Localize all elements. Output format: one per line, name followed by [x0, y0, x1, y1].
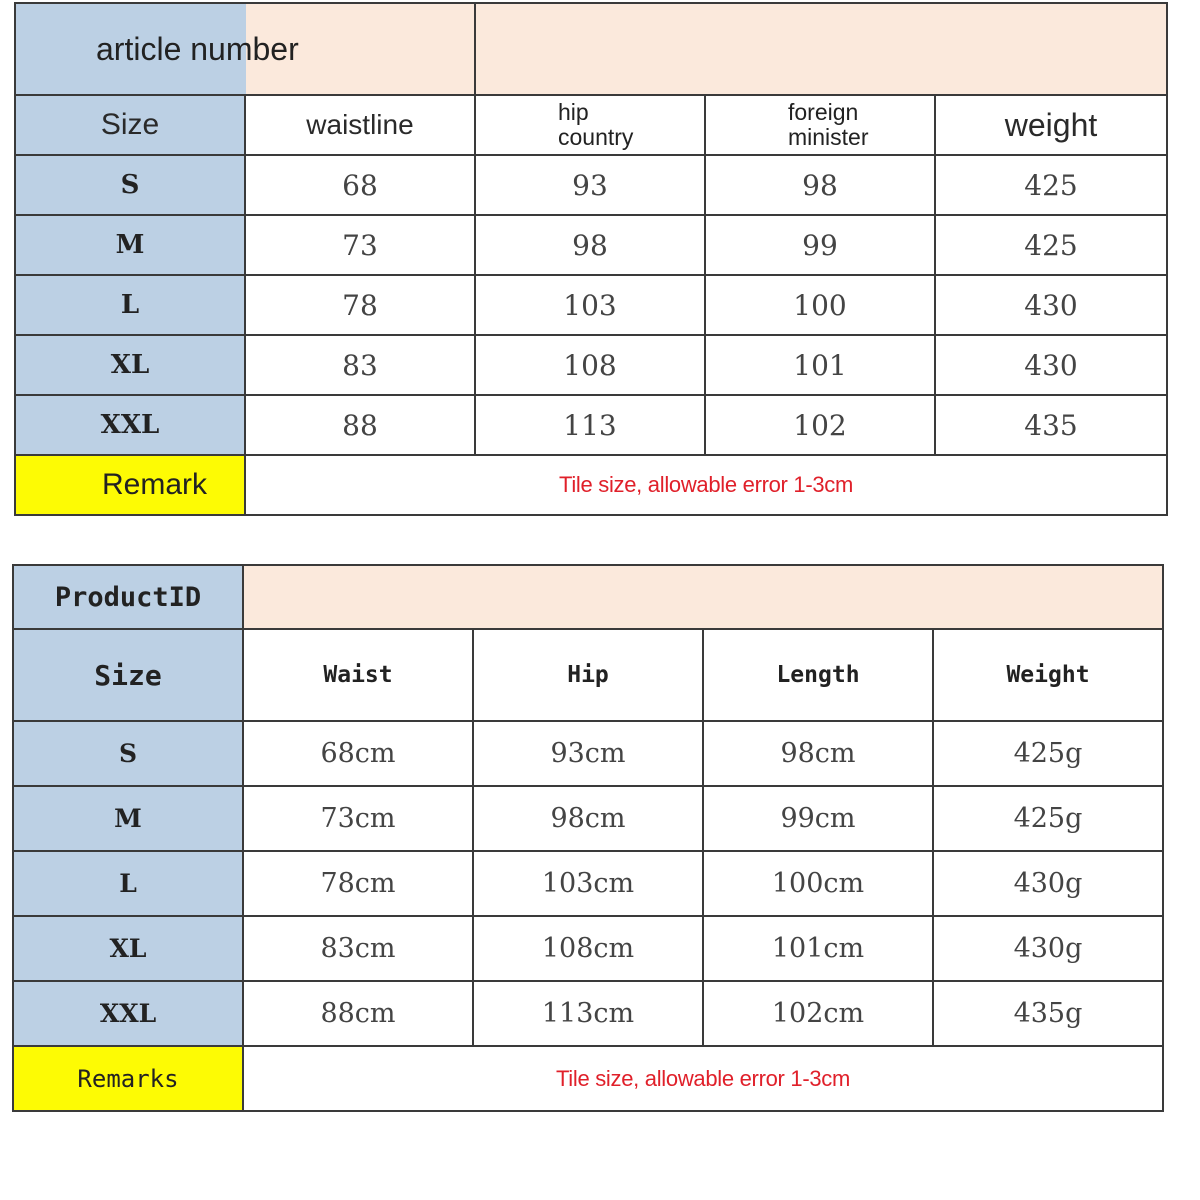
hip-cell: 108cm — [473, 916, 703, 981]
hip-cell: 108 — [475, 335, 705, 395]
table-row — [15, 275, 1167, 335]
weight-cell: 430 — [935, 335, 1167, 395]
length-header — [705, 95, 935, 155]
remark-label: Remark — [15, 455, 245, 515]
product-id-title: ProductID — [13, 565, 243, 629]
size-cell: M — [13, 786, 243, 851]
title-row — [13, 565, 1163, 629]
waist-cell: 83 — [245, 335, 475, 395]
size-header: Size — [15, 95, 245, 155]
size-chart-table-article-number — [14, 2, 1168, 516]
length-header-line1: foreign — [788, 99, 859, 125]
table-row — [13, 721, 1163, 786]
size-cell: XL — [15, 335, 245, 395]
remarks-label: Remarks — [13, 1046, 243, 1111]
weight-cell: 430g — [933, 851, 1163, 916]
article-number-label: article number — [96, 30, 299, 67]
weight-header: Weight — [933, 629, 1163, 721]
weight-cell: 430g — [933, 916, 1163, 981]
size-header: Size — [13, 629, 243, 721]
length-cell: 102 — [705, 395, 935, 455]
size-cell: XL — [13, 916, 243, 981]
remark-row — [15, 455, 1167, 515]
length-cell: 100 — [705, 275, 935, 335]
hip-cell: 113 — [475, 395, 705, 455]
article-number-value — [475, 3, 1167, 95]
length-cell: 99 — [705, 215, 935, 275]
length-cell: 99cm — [703, 786, 933, 851]
hip-cell: 113cm — [473, 981, 703, 1046]
weight-cell: 425 — [935, 215, 1167, 275]
waist-cell: 78cm — [243, 851, 473, 916]
weight-cell: 430 — [935, 275, 1167, 335]
waist-cell: 68cm — [243, 721, 473, 786]
weight-cell: 435g — [933, 981, 1163, 1046]
table-row — [13, 981, 1163, 1046]
header-row — [13, 629, 1163, 721]
waist-cell: 88cm — [243, 981, 473, 1046]
hip-header-line1: hip — [558, 99, 589, 125]
size-cell: XXL — [15, 395, 245, 455]
waist-cell: 68 — [245, 155, 475, 215]
size-cell: S — [15, 155, 245, 215]
weight-header: weight — [935, 95, 1167, 155]
waist-cell: 73 — [245, 215, 475, 275]
waist-cell: 88 — [245, 395, 475, 455]
size-chart-table-product-id — [12, 564, 1164, 1112]
weight-cell: 435 — [935, 395, 1167, 455]
hip-cell: 103 — [475, 275, 705, 335]
length-cell: 101 — [705, 335, 935, 395]
table-row — [15, 335, 1167, 395]
table-row — [15, 215, 1167, 275]
remark-note: Tile size, allowable error 1-3cm — [243, 1046, 1163, 1111]
size-cell: M — [15, 215, 245, 275]
hip-header — [475, 95, 705, 155]
length-cell: 101cm — [703, 916, 933, 981]
size-cell: S — [13, 721, 243, 786]
waist-cell: 83cm — [243, 916, 473, 981]
hip-cell: 98cm — [473, 786, 703, 851]
length-cell: 100cm — [703, 851, 933, 916]
title-row — [15, 3, 1167, 95]
hip-cell: 103cm — [473, 851, 703, 916]
weight-cell: 425g — [933, 721, 1163, 786]
waist-cell: 78 — [245, 275, 475, 335]
waist-cell: 73cm — [243, 786, 473, 851]
hip-cell: 98 — [475, 215, 705, 275]
header-row — [15, 95, 1167, 155]
hip-cell: 93cm — [473, 721, 703, 786]
weight-cell: 425 — [935, 155, 1167, 215]
table-row — [15, 395, 1167, 455]
waist-header: Waist — [243, 629, 473, 721]
waist-header: waistline — [245, 95, 475, 155]
table-row — [13, 786, 1163, 851]
remark-row — [13, 1046, 1163, 1111]
length-header: Length — [703, 629, 933, 721]
table-row — [13, 916, 1163, 981]
hip-cell: 93 — [475, 155, 705, 215]
length-cell: 102cm — [703, 981, 933, 1046]
table-row — [15, 155, 1167, 215]
size-cell: L — [13, 851, 243, 916]
product-id-value — [243, 565, 1163, 629]
remark-note: Tile size, allowable error 1-3cm — [245, 455, 1167, 515]
hip-header-line2: country — [558, 124, 634, 150]
length-cell: 98 — [705, 155, 935, 215]
size-cell: XXL — [13, 981, 243, 1046]
table-row — [13, 851, 1163, 916]
hip-header: Hip — [473, 629, 703, 721]
article-number-title — [15, 3, 475, 95]
length-cell: 98cm — [703, 721, 933, 786]
weight-cell: 425g — [933, 786, 1163, 851]
length-header-line2: minister — [788, 124, 869, 150]
size-cell: L — [15, 275, 245, 335]
